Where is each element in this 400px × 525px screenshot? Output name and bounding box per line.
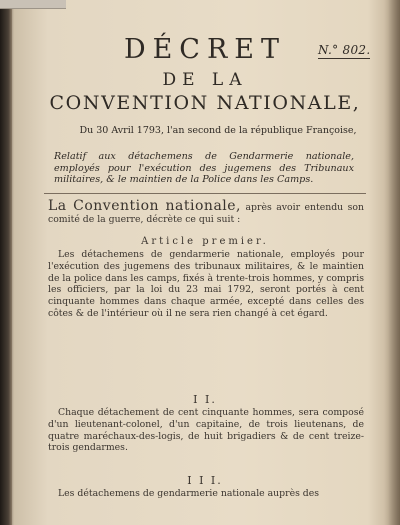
title-de-la: DE LA	[162, 70, 248, 90]
title-convention-nationale: CONVENTION NATIONALE,	[49, 92, 361, 114]
document-page	[14, 6, 396, 521]
preamble-lead: La Convention nationale,	[48, 198, 242, 214]
article-1-text: Les détachemens de gendarmerie nationale, employés pour l'exécution des jugemens des tribunaux militaires, & le maintien de la police dans les camps, fixés à trente-trois hommes, y compris les officiers, par la loi du 23 mai 1792, seront portés à cent cinquante hommes dans chaque armée, excepté dans celles des côtes & de l'intérieur où il ne sera rien changé à cet égard.	[48, 249, 364, 319]
title-decret: DÉCRET	[123, 34, 287, 65]
article-2-heading: I I.	[193, 393, 217, 406]
article-2-text: Chaque détachement de cent cinquante hommes, sera composé d'un lieutenant-colonel, d'un capitaine, de trois lieutenans, de quatre maréchaux-des-logis, de huit brigadiers & de cent treize-trois gendarmes.	[48, 407, 364, 454]
decree-number: N.° 802.	[318, 43, 371, 57]
preamble	[48, 198, 365, 226]
decree-subject: Relatif aux détachemens de Gendarmerie nationale, employés pour l'exécution des jugemens des Tribunaux militaires, & le maintien de la Police dans les Camps.	[54, 151, 354, 185]
article-3-text: Les détachemens de gendarmerie nationale auprès des	[58, 488, 320, 499]
preamble-rest: après avoir entendu son comité de la guerre, décrète ce qui suit :	[48, 202, 365, 225]
article-3-heading: I I I.	[187, 474, 223, 487]
decree-date: Du 30 Avril 1793, l'an second de la république Françoise,	[79, 125, 357, 136]
article-1-heading: Article premier.	[141, 236, 269, 247]
divider-rule	[44, 193, 366, 194]
book-spine	[0, 0, 12, 525]
